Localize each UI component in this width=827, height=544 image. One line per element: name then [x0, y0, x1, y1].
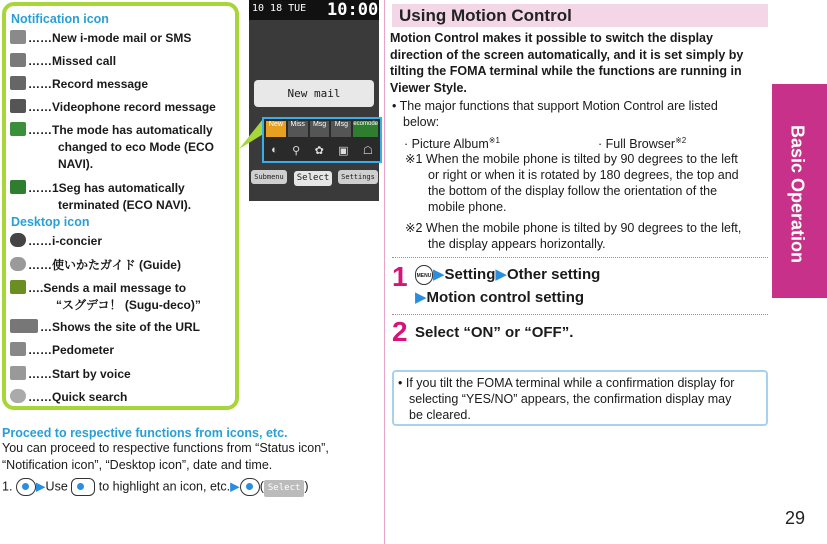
select-softkey-label: Select [264, 480, 305, 497]
phone-icon-strip [262, 117, 382, 163]
proceed-title: Proceed to respective functions from icons, etc. [2, 426, 288, 440]
footnote-1: ※1 When the mobile phone is tilted by 90 degrees to the left or right or when it is rotated by 180 degrees, the top and the bottom of the display follow the orientation of the mobile phone. [405, 152, 739, 214]
quick-search-icon [10, 389, 26, 403]
multi-direction-key-icon [71, 478, 95, 496]
section-heading: Using Motion Control [392, 4, 768, 27]
desktop-row-quick-search: ……Quick search [10, 389, 127, 405]
function-full-browser: · Full Browser$^{※2}$ [598, 136, 687, 152]
eco-mode-line-2: changed to eco Mode (ECO [58, 140, 215, 154]
i-concier-icon [10, 233, 26, 247]
desktop-icon-title: Desktop icon [11, 215, 90, 229]
page-number: 29 [785, 508, 806, 528]
notification-row-new-mail: ……New i-mode mail or SMS [10, 30, 191, 46]
step-2-text: Select “ON” or “OFF”. [415, 324, 574, 341]
oneseg-eco-icon [10, 180, 26, 194]
desktop-row-i-concier: ……i-concier [10, 233, 102, 249]
voice-icon [10, 366, 26, 380]
oneseg-line-2: terminated (ECO NAVI). [58, 198, 192, 212]
desktop-row-voice: ……Start by voice [10, 366, 131, 382]
step-1-text-line-2: ▶Motion control setting [415, 289, 585, 306]
record-message-icon [10, 76, 26, 90]
note-box [392, 370, 768, 426]
desktop-concier-icon[interactable]: ◐ [271, 144, 278, 156]
softkey-settings[interactable]: Settings [338, 170, 378, 184]
guide-icon [10, 257, 26, 271]
desktop-icon-row [264, 141, 380, 159]
phone-date: 10 18 TUE [252, 3, 307, 14]
center-key-icon-2 [240, 478, 260, 496]
center-key-icon [16, 478, 36, 496]
notification-row-eco-mode: ……The mode has automatically [10, 122, 213, 138]
strip-new-mail-icon[interactable]: New [266, 121, 286, 137]
strip-record-msg-icon[interactable]: Msg [310, 121, 330, 137]
sugu-deco-line-2: “スグデコ！ (Sugu-deco)” [56, 298, 201, 312]
notification-row-record-message: ……Record message [10, 76, 148, 92]
desktop-url-icon[interactable]: ▣ [338, 144, 349, 157]
pedometer-icon [10, 342, 26, 356]
phone-time: 10:00 [327, 0, 379, 20]
footnote-2: ※2 When the mobile phone is tilted by 90 degrees to the left, the display appears horizontally. [405, 221, 742, 251]
desktop-search-icon[interactable]: ⚲ [292, 144, 301, 157]
proceed-line-2: “Notification icon”, “Desktop icon”, date and time. [2, 458, 273, 472]
function-picture-album: · Picture Album$^{※1}$ [404, 136, 500, 152]
desktop-pedometer-icon[interactable]: ☖ [362, 144, 373, 157]
softkey-select[interactable]: Select [294, 171, 332, 186]
step-2-number: 2 [392, 316, 408, 347]
eco-mode-icon [10, 122, 26, 136]
notification-row-oneseg: ……1Seg has automatically [10, 180, 185, 196]
step-1-text: MENU ▶Setting▶Other setting [415, 264, 600, 286]
eco-mode-line-3: NAVI). [58, 157, 94, 171]
missed-call-icon [10, 53, 26, 67]
videophone-record-icon [10, 99, 26, 113]
notification-row-videophone: ……Videophone record message [10, 99, 216, 115]
desktop-row-guide: ……使いかたガイド (Guide) [10, 257, 181, 273]
note-text: • If you tilt the FOMA terminal while a confirmation display for selecting “YES/NO” appears, the confirmation display may be cleared. [398, 376, 735, 422]
desktop-deco-icon[interactable]: ✿ [314, 144, 324, 157]
intro-paragraph: Motion Control makes it possible to switch the display direction of the screen automatically, and it is set simply by tilting the FOMA terminal while the functions are running in Viewer Style. [390, 31, 744, 95]
new-mail-notice: New mail [254, 80, 374, 107]
strip-eco-icon[interactable]: ecomode [353, 121, 378, 137]
desktop-row-sugu-deco: ….Sends a mail message to [10, 280, 186, 296]
softkey-submenu[interactable]: Submenu [251, 170, 287, 184]
proceed-step: 1. ▶Use to highlight an icon, etc.▶ ( Select ) [2, 478, 309, 497]
sugu-deco-icon [10, 280, 26, 294]
column-divider [384, 0, 385, 544]
url-site-icon [10, 319, 38, 333]
menu-key-icon: MENU [415, 265, 433, 285]
functions-bullet: • The major functions that support Motion Control are listed below: [392, 99, 718, 129]
step-1-number: 1 [392, 261, 408, 292]
desktop-row-url: …Shows the site of the URL [10, 319, 200, 335]
strip-missed-call-icon[interactable]: Miss [288, 121, 308, 137]
phone-status-bar [249, 0, 379, 20]
new-mail-icon [10, 30, 26, 44]
phone-softkey-bar [249, 168, 379, 188]
notification-icon-title: Notification icon [11, 12, 109, 26]
chapter-label: Basic Operation [787, 124, 808, 264]
notification-row-missed-call: ……Missed call [10, 53, 116, 69]
strip-video-msg-icon[interactable]: Msg [331, 121, 351, 137]
desktop-row-pedometer: ……Pedometer [10, 342, 114, 358]
dotted-separator-2 [392, 314, 768, 315]
proceed-line-1: You can proceed to respective functions from “Status icon”, [2, 441, 329, 455]
dotted-separator-1 [392, 257, 768, 258]
